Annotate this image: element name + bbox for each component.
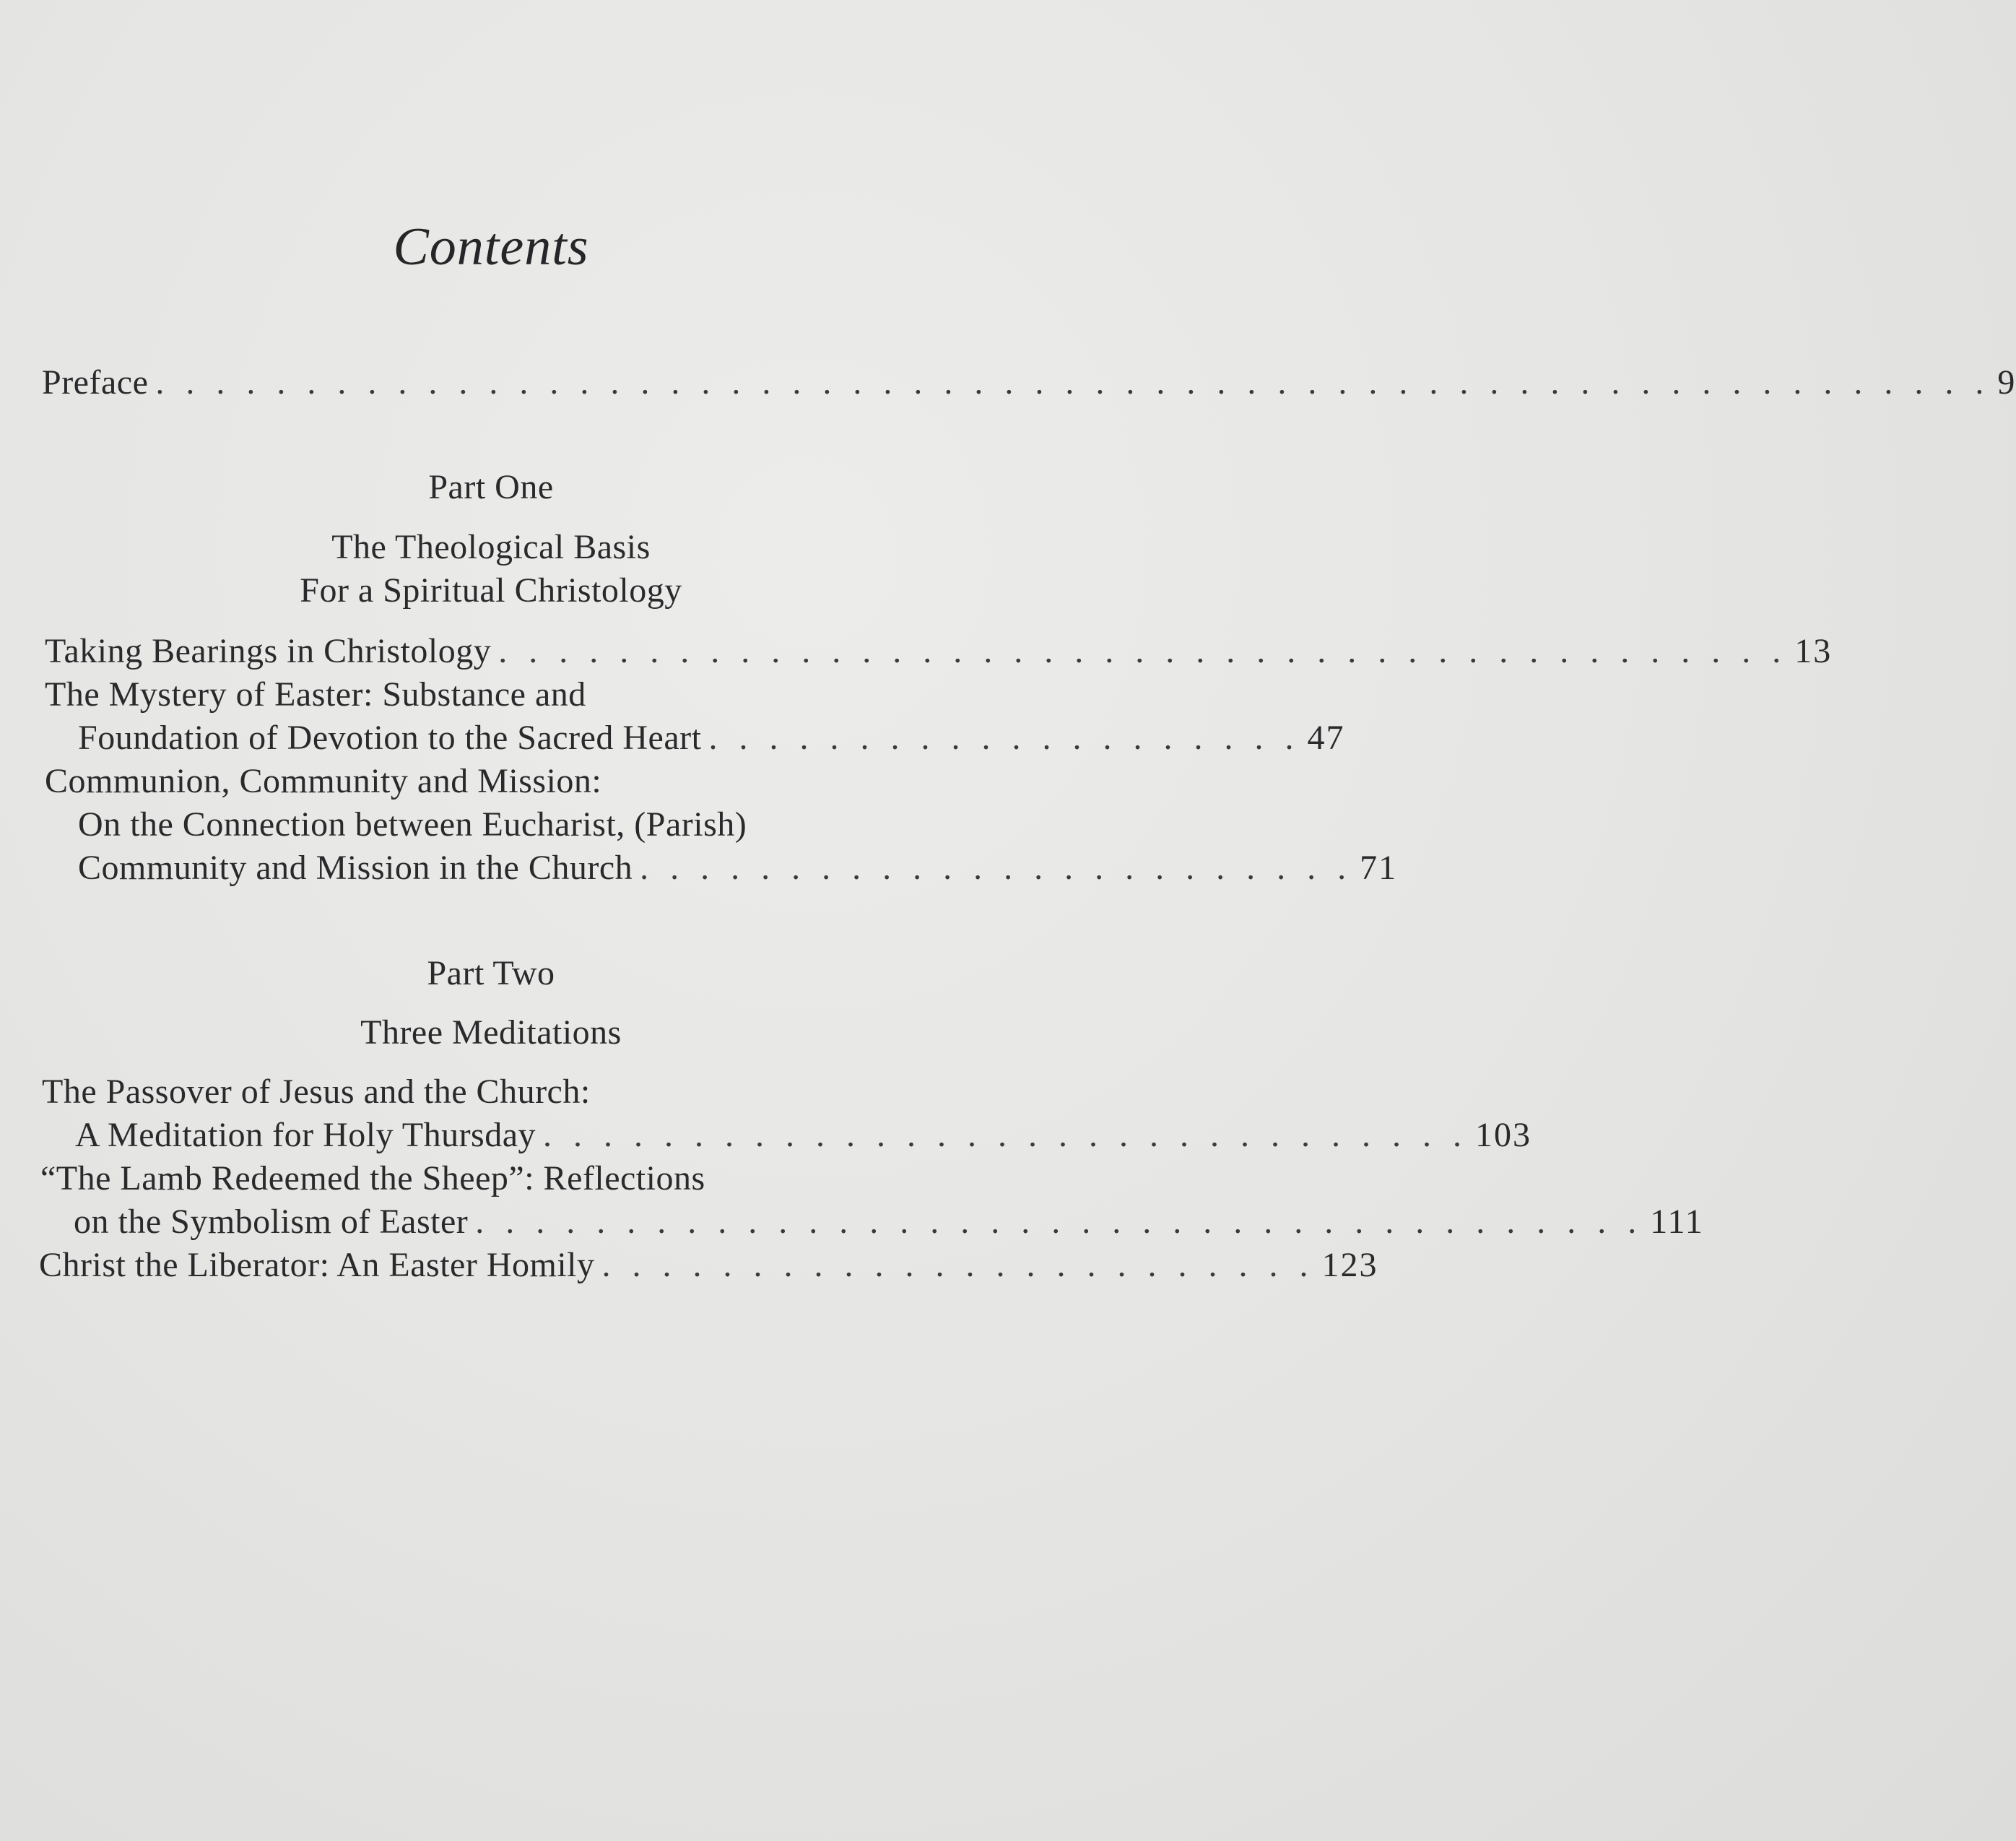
toc-line [45,803,920,846]
toc-entry-label-continued: On the Connection between Eucharist, (Parish) [78,805,747,844]
toc-page-number: 111 [1650,1203,1704,1241]
toc-entry [45,760,1398,890]
toc-entry-label-continued: Foundation of Devotion to the Sacred Heart [78,719,702,757]
toc-page-number: 13 [1794,632,1833,670]
dot-leader: . . . . . . . . . . . . . . . . . . . . . . . . [601,1246,1315,1284]
part-two-label: Part Two [427,954,555,992]
toc-entry [45,630,1833,673]
toc-entry-label: The Passover of Jesus and the Church: [42,1073,591,1111]
toc-line [45,716,1345,760]
toc-line [45,846,1398,890]
toc-entry-label-continued: on the Symbolism of Easter [74,1203,469,1241]
part-one-label: Part One [428,468,554,506]
dot-leader: . . . . . . . . . . . . . . . . . . . . . . . . . . . . . . . . . . . . . . . [475,1203,1643,1241]
dot-leader: . . . . . . . . . . . . . . . . . . . . . . . . . . . . . . . . . . . . . . . . . . . . . . . . . . . . . . . . . . . . . [155,363,1991,402]
toc-page-number: 123 [1321,1246,1378,1284]
toc-line [39,1244,1378,1287]
toc-entry-label-continued: Community and Mission in the Church [78,849,633,887]
dot-leader: . . . . . . . . . . . . . . . . . . . . . . . . . . . . . . . [543,1116,1469,1154]
toc-entry-label: Christ the Liberator: An Easter Homily [39,1246,595,1284]
toc-line [42,361,2016,404]
toc-entry-label: Taking Bearings in Christology [45,632,492,670]
toc-entry [40,1157,1704,1244]
toc-line [40,1157,916,1200]
toc-line [40,1200,1704,1244]
toc-entry [39,1244,1378,1287]
toc-entry [42,1070,1532,1157]
toc-page-number: 103 [1475,1116,1532,1154]
toc-line [42,1070,917,1114]
toc-line [42,1114,1532,1157]
part-one-subtitle-line-2: For a Spiritual Christology [300,571,682,610]
toc-page-number: 9 [1997,363,2016,402]
toc-page-number: 47 [1307,719,1345,757]
dot-leader: . . . . . . . . . . . . . . . . . . . . . . . . [640,849,1353,887]
part-two-subtitle-line-1: Three Meditations [360,1013,622,1052]
dot-leader: . . . . . . . . . . . . . . . . . . . . [708,719,1300,757]
toc-entry-label: Communion, Community and Mission: [45,762,602,800]
toc-entry [45,673,1345,760]
toc-line [45,673,920,716]
toc-entry-label: Preface [42,363,149,402]
toc-line [45,760,920,803]
toc-entry-preface [42,361,2016,404]
toc-entry-label: The Mystery of Easter: Substance and [45,675,586,714]
dot-leader: . . . . . . . . . . . . . . . . . . . . . . . . . . . . . . . . . . . . . . . . . . . [498,632,1788,670]
toc-entry-label: “The Lamb Redeemed the Sheep”: Reflections [40,1159,705,1197]
page-title: Contents [393,217,589,277]
toc-page-number: 71 [1360,849,1398,887]
toc-line [45,630,1833,673]
toc-entry-label-continued: A Meditation for Holy Thursday [75,1116,536,1154]
part-one-subtitle-line-1: The Theological Basis [331,528,651,566]
